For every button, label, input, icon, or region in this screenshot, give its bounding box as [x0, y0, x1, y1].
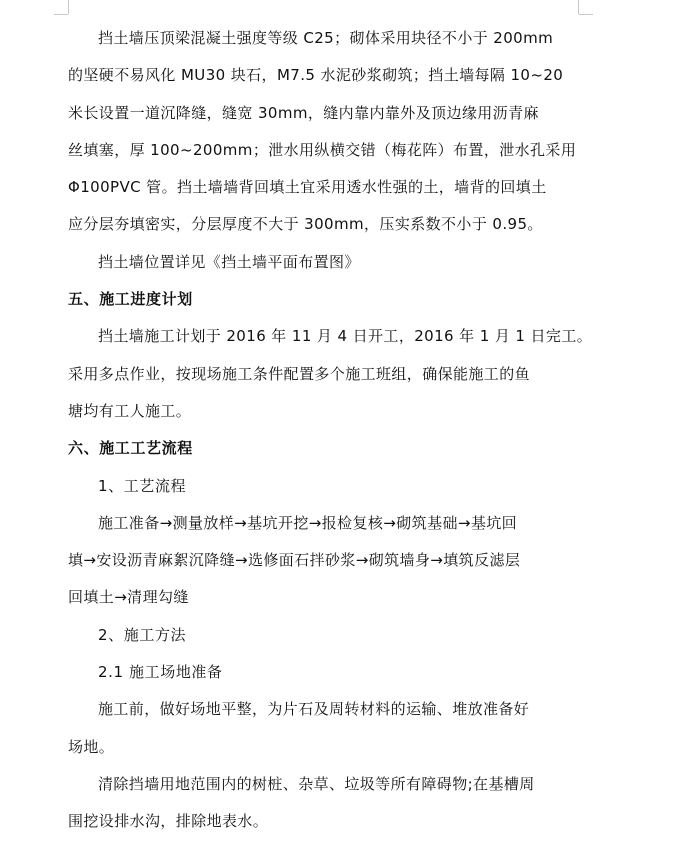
text-line: 挡土墙压顶梁混凝土强度等级 C25；砌体采用块径不小于 200mm: [98, 29, 554, 47]
document-body: [68, 20, 593, 841]
heading-schedule: 五、施工进度计划: [68, 290, 193, 309]
text-line: 采用多点作业，按现场施工条件配置多个施工班组，确保能施工的鱼: [68, 364, 531, 383]
text-line: 挡土墙施工计划于 2016 年 11 月 4 日开工，2016 年 1 月 1 日完工。: [98, 327, 593, 346]
paragraph-schedule: [68, 318, 593, 430]
paragraph-site-leveling: [68, 691, 580, 766]
text-line: 丝填塞，厚 100~200mm；泄水用纵横交错（梅花阵）布置，泄水孔采用: [68, 140, 577, 159]
text-line: 围挖设排水沟，排除地表水。: [68, 812, 269, 831]
text-line: Φ100PVC 管。挡土墙墙背回填土宜采用透水性强的土，墙背的回填土: [68, 178, 547, 197]
text-line: 米长设置一道沉降缝，缝宽 30mm，缝内靠内靠外及顶边缘用沥青麻: [68, 103, 539, 122]
paragraph-wall-location: 挡土墙位置详见《挡土墙平面布置图》: [98, 252, 360, 271]
subheading-construction-method: 2、施工方法: [98, 625, 187, 644]
heading-process-flow: 六、施工工艺流程: [68, 439, 193, 458]
text-line: 填→安设沥青麻絮沉降缝→选修面石拌砂浆→砌筑墙身→填筑反滤层: [68, 551, 521, 570]
subheading-process-flow: 1、工艺流程: [98, 476, 187, 495]
text-line: 场地。: [68, 737, 115, 756]
text-line: 应分层夯填密实，分层厚度不大于 300mm，压实系数不小于 0.95。: [68, 215, 543, 234]
text-line: 施工前，做好场地平整，为片石及周转材料的运输、堆放准备好: [98, 700, 530, 719]
paragraph-process-steps: [68, 505, 580, 617]
margin-mark-left-h: [54, 14, 68, 15]
paragraph-retaining-wall-spec: [68, 20, 580, 244]
margin-mark-right: [578, 0, 579, 14]
subheading-site-preparation: 2.1 施工场地准备: [98, 663, 223, 682]
text-line: 塘均有工人施工。: [68, 401, 192, 420]
margin-mark-left: [68, 0, 69, 14]
paragraph-clearing: [68, 766, 580, 841]
margin-mark-right-h: [579, 14, 593, 15]
text-line: 清除挡墙用地范围内的树桩、杂草、垃圾等所有障碍物;在基槽周: [98, 774, 535, 793]
text-line: 的坚硬不易风化 MU30 块石，M7.5 水泥砂浆砌筑；挡土墙每隔 10~20: [68, 66, 564, 85]
text-line: 回填土→清理勾缝: [68, 588, 189, 607]
text-line: 施工准备→测量放样→基坑开挖→报检复核→砌筑基础→基坑回: [98, 513, 518, 532]
